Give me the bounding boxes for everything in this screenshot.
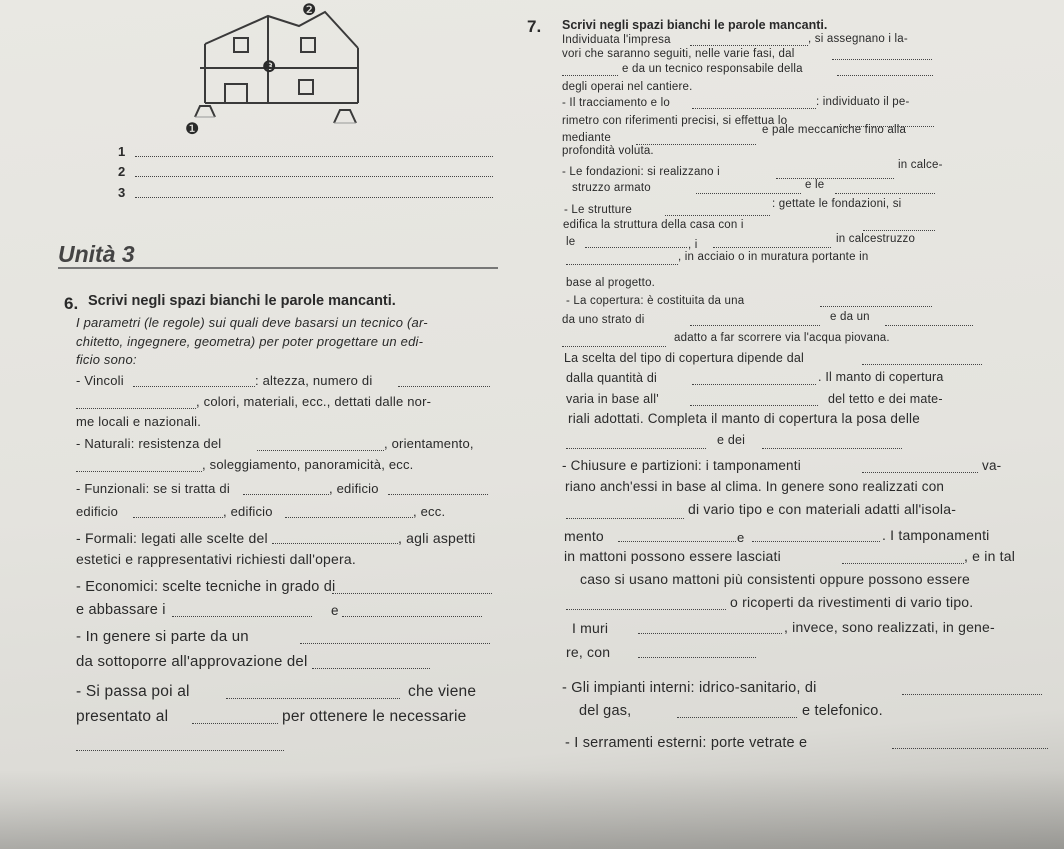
- ex7-text: : individuato il pe-: [816, 96, 910, 108]
- ex7-text: e da un: [830, 311, 870, 323]
- ex7-text: rimetro con riferimenti precisi, si effettua lo: [562, 115, 788, 127]
- ex7-text: , si assegnano i la-: [808, 33, 908, 45]
- ex7-text: e dei: [717, 433, 746, 447]
- ex7-text: , e in tal: [964, 548, 1016, 564]
- ex7-text: del gas,: [579, 703, 632, 719]
- ex7-blank[interactable]: [677, 717, 797, 718]
- page-bottom-shadow: [0, 770, 1064, 849]
- ex7-text: , in acciaio o in muratura portante in: [678, 251, 869, 263]
- ex6-blank[interactable]: [133, 386, 255, 387]
- ex7-text: - Il tracciamento e lo: [562, 97, 670, 109]
- ex7-text: I muri: [572, 620, 609, 636]
- ex7-blank[interactable]: [566, 609, 726, 610]
- ex6-blank[interactable]: [388, 494, 488, 495]
- ex7-text: - Gli impianti interni: idrico-sanitario, di: [562, 680, 817, 696]
- ex6-text: - Vincoli: [76, 373, 124, 388]
- ex7-text: in mattoni possono essere lasciati: [564, 548, 781, 564]
- ex7-text: e da un tecnico responsabile della: [622, 63, 803, 75]
- ex6-text: me locali e nazionali.: [76, 414, 202, 429]
- ex7-text: caso si usano mattoni più consistenti oppure possono essere: [580, 571, 971, 587]
- ex7-blank[interactable]: [690, 405, 818, 406]
- ex6-text: edificio: [76, 504, 119, 519]
- ex7-blank[interactable]: [820, 306, 932, 307]
- ex7-blank[interactable]: [690, 45, 808, 46]
- ex7-text: in calce-: [898, 159, 943, 171]
- ex7-text: - Le strutture: [564, 204, 632, 216]
- ex7-blank[interactable]: [862, 472, 978, 473]
- ex6-blank[interactable]: [243, 494, 329, 495]
- ex6-blank[interactable]: [332, 593, 492, 594]
- ex7-blank[interactable]: [902, 694, 1042, 695]
- ex6-text: e: [331, 603, 339, 618]
- ex7-text: e: [737, 530, 745, 545]
- ex7-blank[interactable]: [696, 193, 801, 194]
- ex7-text: edifica la struttura della casa con i: [563, 219, 744, 231]
- ex7-text: le: [566, 236, 576, 248]
- ex7-blank[interactable]: [618, 541, 736, 542]
- ex7-text: mento: [564, 528, 604, 544]
- figure-answer-blank-1[interactable]: [135, 156, 493, 157]
- ex6-title: Scrivi negli spazi bianchi le parole mancanti.: [88, 293, 396, 309]
- ex7-text: adatto a far scorrere via l'acqua piovana.: [674, 332, 890, 344]
- ex6-blank[interactable]: [300, 643, 490, 644]
- ex7-blank[interactable]: [585, 247, 687, 248]
- ex7-text: : gettate le fondazioni, si: [772, 198, 902, 210]
- ex6-blank[interactable]: [172, 616, 312, 617]
- ex7-text: - Le fondazioni: si realizzano i: [562, 166, 720, 178]
- ex7-blank[interactable]: [762, 448, 902, 449]
- ex6-text: , edificio: [329, 481, 379, 496]
- ex7-text: - La copertura: è costituita da una: [566, 295, 745, 307]
- figure-label-3: 3: [118, 185, 126, 200]
- figure-answer-blank-2[interactable]: [135, 176, 493, 177]
- ex7-blank[interactable]: [862, 364, 982, 365]
- ex6-text: per ottenere le necessarie: [282, 708, 467, 725]
- ex7-blank[interactable]: [835, 193, 935, 194]
- ex7-number: 7.: [527, 17, 542, 36]
- ex6-text: presentato al: [76, 708, 169, 725]
- figure-badge-2: ❷: [302, 2, 317, 19]
- ex6-text: - Economici: scelte tecniche in grado di: [76, 579, 336, 595]
- ex6-text: chitetto, ingegnere, geometra) per poter progettare un edi-: [76, 334, 424, 349]
- ex7-blank[interactable]: [566, 264, 678, 265]
- ex7-blank[interactable]: [692, 108, 816, 109]
- ex7-title: Scrivi negli spazi bianchi le parole mancanti.: [562, 18, 828, 32]
- ex7-blank[interactable]: [752, 541, 880, 542]
- ex7-blank[interactable]: [892, 748, 1048, 749]
- ex7-text: - I serramenti esterni: porte vetrate e: [565, 735, 808, 751]
- ex7-text: varia in base all': [566, 392, 659, 406]
- ex7-text: dalla quantità di: [566, 371, 657, 385]
- ex7-text: riano anch'essi in base al clima. In genere sono realizzati con: [565, 479, 945, 494]
- ex6-text: , ecc.: [413, 504, 446, 519]
- ex6-text: ficio sono:: [76, 352, 137, 367]
- ex7-text: di vario tipo e con materiali adatti all'isola-: [688, 501, 957, 517]
- ex6-blank[interactable]: [312, 668, 430, 669]
- ex6-text: , edificio: [223, 504, 273, 519]
- ex6-blank[interactable]: [226, 698, 400, 699]
- ex6-blank[interactable]: [398, 386, 490, 387]
- ex7-blank[interactable]: [692, 384, 816, 385]
- ex7-text: . Il manto di copertura: [818, 370, 944, 384]
- ex6-blank[interactable]: [285, 517, 413, 518]
- ex6-blank[interactable]: [342, 616, 482, 617]
- ex7-text: riali adottati. Completa il manto di copertura la posa delle: [568, 411, 920, 426]
- ex7-text: . I tamponamenti: [882, 527, 990, 543]
- ex6-text: e abbassare i: [76, 602, 166, 618]
- ex7-text: e telefonico.: [802, 703, 883, 719]
- ex7-text: base al progetto.: [566, 277, 656, 289]
- ex6-blank[interactable]: [76, 750, 284, 751]
- ex6-blank[interactable]: [272, 543, 398, 544]
- unit-title: Unità 3: [58, 241, 135, 267]
- figure-label-2: 2: [118, 164, 126, 179]
- ex6-text: - In genere si parte da un: [76, 628, 249, 645]
- ex7-blank[interactable]: [832, 59, 932, 60]
- ex6-text: - Formali: legati alle scelte del: [76, 530, 268, 546]
- ex6-blank[interactable]: [133, 517, 223, 518]
- ex7-text: da uno strato di: [562, 314, 645, 326]
- ex6-text: I parametri (le regole) sui quali deve basarsi un tecnico (ar-: [76, 315, 428, 330]
- ex6-number: 6.: [64, 294, 79, 313]
- ex7-text: degli operai nel cantiere.: [562, 81, 693, 93]
- ex7-blank[interactable]: [566, 518, 684, 519]
- ex7-blank[interactable]: [562, 75, 618, 76]
- ex7-text: o ricoperti da rivestimenti di vario tipo.: [730, 594, 974, 610]
- ex7-blank[interactable]: [562, 346, 666, 347]
- ex7-blank[interactable]: [885, 325, 973, 326]
- ex6-text: - Si passa poi al: [76, 683, 190, 700]
- ex7-text: e pale meccaniche fino alla: [762, 124, 907, 136]
- ex6-blank[interactable]: [76, 471, 202, 472]
- ex7-text: Individuata l'impresa: [562, 34, 671, 46]
- ex7-blank[interactable]: [638, 633, 782, 634]
- ex6-text: da sottoporre all'approvazione del: [76, 653, 308, 670]
- ex7-text: , invece, sono realizzati, in gene-: [784, 619, 995, 635]
- ex6-text: - Funzionali: se si tratta di: [76, 481, 230, 496]
- ex7-text: struzzo armato: [572, 182, 651, 194]
- ex7-text: e le: [805, 179, 825, 191]
- ex7-blank[interactable]: [713, 247, 831, 248]
- ex6-blank[interactable]: [257, 450, 384, 451]
- figure-label-1: 1: [118, 144, 126, 159]
- ex7-text: in calcestruzzo: [836, 233, 916, 245]
- figure-answer-blank-3[interactable]: [135, 197, 493, 198]
- ex7-blank[interactable]: [638, 657, 756, 658]
- ex6-text: estetici e rappresentativi richiesti dall'opera.: [76, 551, 356, 567]
- ex7-blank[interactable]: [863, 230, 935, 231]
- figure-badge-1: ❶: [185, 121, 200, 138]
- ex6-blank[interactable]: [192, 723, 278, 724]
- ex6-text: che viene: [408, 683, 477, 700]
- ex7-text: , i: [688, 239, 698, 251]
- ex7-blank[interactable]: [776, 178, 894, 179]
- ex6-text: , colori, materiali, ecc., dettati dalle nor-: [196, 394, 432, 409]
- ex7-text: va-: [982, 458, 1002, 473]
- ex7-blank[interactable]: [842, 563, 964, 564]
- ex7-blank[interactable]: [690, 325, 820, 326]
- ex7-text: mediante: [562, 132, 611, 144]
- ex7-text: profondità voluta.: [562, 145, 654, 157]
- ex6-text: : altezza, numero di: [255, 373, 373, 388]
- ex6-text: , agli aspetti: [398, 530, 476, 546]
- ex6-text: , soleggiamento, panoramicità, ecc.: [202, 457, 414, 472]
- ex7-text: - Chiusure e partizioni: i tamponamenti: [562, 458, 801, 473]
- ex7-text: La scelta del tipo di copertura dipende dal: [564, 351, 805, 365]
- figure-badge-3: ❸: [262, 59, 277, 76]
- ex6-text: , orientamento,: [384, 436, 474, 451]
- ex7-text: del tetto e dei mate-: [828, 392, 943, 406]
- ex7-blank[interactable]: [837, 75, 933, 76]
- ex7-blank[interactable]: [566, 448, 706, 449]
- unit-title-rule: [58, 267, 498, 269]
- ex6-text: - Naturali: resistenza del: [76, 436, 222, 451]
- ex7-blank[interactable]: [636, 144, 756, 145]
- ex7-text: vori che saranno seguiti, nelle varie fasi, dal: [562, 48, 795, 60]
- ex7-blank[interactable]: [665, 215, 770, 216]
- ex7-text: re, con: [566, 644, 611, 660]
- ex6-blank[interactable]: [76, 408, 196, 409]
